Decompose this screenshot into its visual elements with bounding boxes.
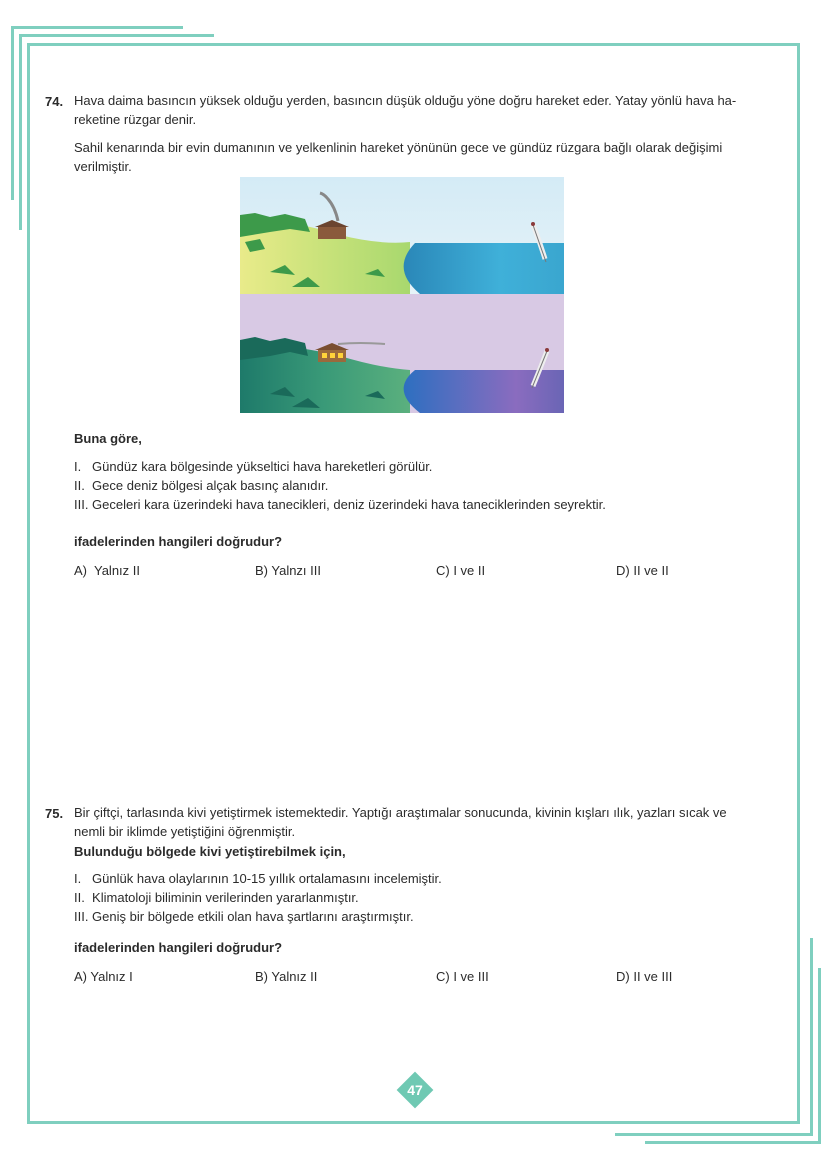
q74-lead: Buna göre, bbox=[74, 431, 142, 446]
q75-option-c[interactable]: C) I ve III bbox=[436, 969, 489, 984]
q74-option-b[interactable]: B) Yalnzı III bbox=[255, 563, 321, 578]
q75-intro-line2: nemli bir iklimde yetiştiğini öğrenmiştir. bbox=[74, 824, 296, 839]
q74-context-line1: Sahil kenarında bir evin dumanının ve yelkenlinin hareket yönünün gece ve gündüz rüzgara bağlı olarak değişimi bbox=[74, 140, 723, 155]
q74-option-c[interactable]: C) I ve II bbox=[436, 563, 486, 578]
q74-question: ifadelerinden hangileri doğrudur? bbox=[74, 534, 283, 549]
question-74-number: 74. bbox=[45, 94, 64, 109]
border-line-bottom-outer bbox=[645, 1141, 821, 1144]
border-line-right-middle bbox=[810, 938, 813, 1135]
question-75-number: 75. bbox=[45, 806, 64, 821]
q75-option-d[interactable]: D) II ve III bbox=[616, 969, 673, 984]
q74-option-d[interactable]: D) II ve II bbox=[616, 563, 669, 578]
border-line-right-outer bbox=[818, 968, 821, 1143]
figure-day-scene bbox=[240, 177, 564, 294]
q75-option-a[interactable]: A) Yalnız I bbox=[74, 969, 133, 984]
q75-statement-3: III. Geniş bir bölgede etkili olan hava şartlarını araştırmıştır. bbox=[74, 909, 414, 924]
q74-intro-line2: reketine rüzgar denir. bbox=[74, 112, 197, 127]
border-line-top-outer bbox=[11, 26, 183, 29]
q74-intro-line1: Hava daima basıncın yüksek olduğu yerden, basıncın düşük olduğu yöne doğru hareket eder. Yatay yönlü hava ha- bbox=[74, 93, 737, 108]
border-line-left-outer bbox=[11, 26, 14, 200]
q75-option-b[interactable]: B) Yalnız II bbox=[255, 969, 318, 984]
q75-question: ifadelerinden hangileri doğrudur? bbox=[74, 940, 283, 955]
q74-option-a[interactable]: A) Yalnız II bbox=[74, 563, 140, 578]
day-scene-illustration bbox=[240, 177, 564, 294]
q75-statement-2: II. Klimatoloji biliminin verilerinden yararlanmıştır. bbox=[74, 890, 359, 905]
q74-context-line2: verilmiştir. bbox=[74, 159, 132, 174]
figure-night-scene bbox=[240, 294, 564, 413]
q74-statement-1: I. Gündüz kara bölgesinde yükseltici hava hareketleri görülür. bbox=[74, 459, 433, 474]
border-line-left-middle bbox=[19, 34, 22, 230]
q74-statement-2: II. Gece deniz bölgesi alçak basınç alanıdır. bbox=[74, 478, 329, 493]
q75-statement-1: I. Günlük hava olaylarının 10-15 yıllık ortalamasını incelemiştir. bbox=[74, 871, 442, 886]
night-scene-illustration bbox=[240, 294, 564, 413]
q75-intro-line1: Bir çiftçi, tarlasında kivi yetiştirmek istemektedir. Yaptığı araştımalar sonucunda, kivinin kışları ılık, yazları sıcak ve bbox=[74, 805, 727, 820]
page-number: 47 bbox=[407, 1082, 423, 1098]
q74-statement-3: III. Geceleri kara üzerindeki hava tanecikleri, deniz üzerindeki hava taneciklerinden seyrektir. bbox=[74, 497, 606, 512]
border-line-bottom-middle bbox=[615, 1133, 813, 1136]
q75-lead: Bulunduğu bölgede kivi yetiştirebilmek için, bbox=[74, 844, 346, 859]
border-line-top-middle bbox=[19, 34, 214, 37]
